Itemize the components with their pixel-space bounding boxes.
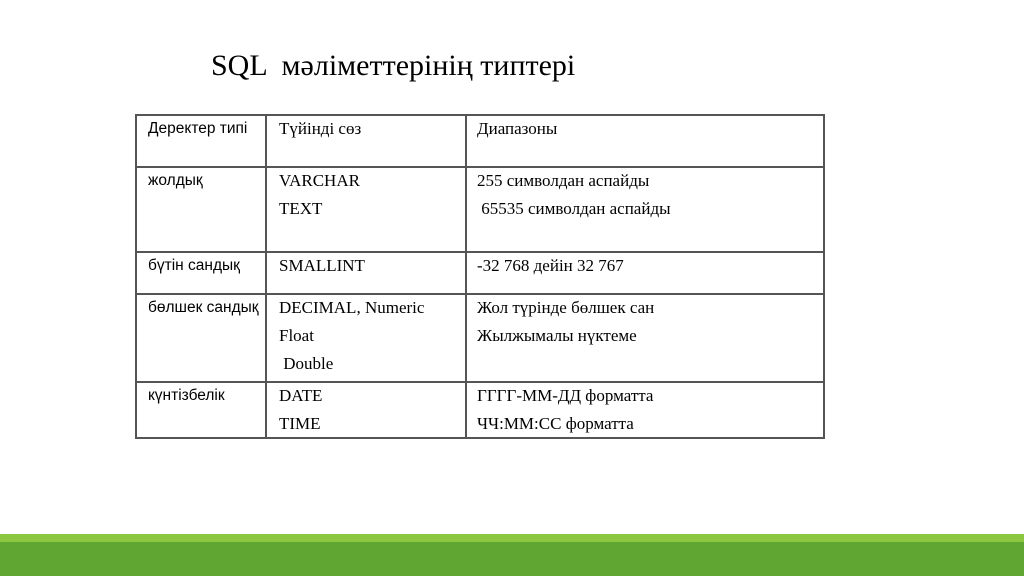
keyword-item: SMALLINT bbox=[279, 256, 365, 275]
table-row bbox=[136, 382, 824, 438]
range-item: Жылжымалы нүктеме bbox=[477, 326, 637, 345]
type-cell: бүтін сандық bbox=[136, 252, 266, 294]
keyword-cell bbox=[266, 294, 466, 382]
range-item: -32 768 дейін 32 767 bbox=[477, 256, 624, 275]
range-item: Жол түрінде бөлшек сан bbox=[477, 298, 655, 317]
range-item: 65535 символдан аспайды bbox=[477, 199, 671, 218]
footer-accent-bar bbox=[0, 534, 1024, 542]
range-item: ГГГГ-ММ-ДД форматта bbox=[477, 386, 654, 405]
sql-data-types-table bbox=[135, 114, 825, 439]
range-cell bbox=[466, 382, 824, 438]
range-cell bbox=[466, 167, 824, 252]
keyword-item: TIME bbox=[279, 414, 321, 433]
range-item: ЧЧ:ММ:СС форматта bbox=[477, 414, 634, 433]
header-keyword: Түйінді сөз bbox=[266, 115, 466, 167]
header-range: Диапазоны bbox=[466, 115, 824, 167]
keyword-cell bbox=[266, 252, 466, 294]
table-row bbox=[136, 167, 824, 252]
footer-bar bbox=[0, 542, 1024, 576]
table-row bbox=[136, 252, 824, 294]
type-cell: күнтізбелік bbox=[136, 382, 266, 438]
type-cell: жолдық bbox=[136, 167, 266, 252]
type-cell: бөлшек сандық bbox=[136, 294, 266, 382]
keyword-item: DATE bbox=[279, 386, 323, 405]
keyword-item: VARCHAR bbox=[279, 171, 360, 190]
keyword-cell bbox=[266, 382, 466, 438]
table-row bbox=[136, 294, 824, 382]
range-item: 255 символдан аспайды bbox=[477, 171, 650, 190]
range-cell bbox=[466, 252, 824, 294]
keyword-item: TEXT bbox=[279, 199, 323, 218]
header-data-type: Деректер типі bbox=[136, 115, 266, 167]
keyword-item: Double bbox=[279, 354, 334, 373]
table-header-row bbox=[136, 115, 824, 167]
range-cell bbox=[466, 294, 824, 382]
slide-title: SQL мәліметтерінің типтері bbox=[211, 49, 576, 82]
keyword-item: Float bbox=[279, 326, 314, 345]
keyword-cell bbox=[266, 167, 466, 252]
keyword-item: DECIMAL, Numeric bbox=[279, 298, 425, 317]
